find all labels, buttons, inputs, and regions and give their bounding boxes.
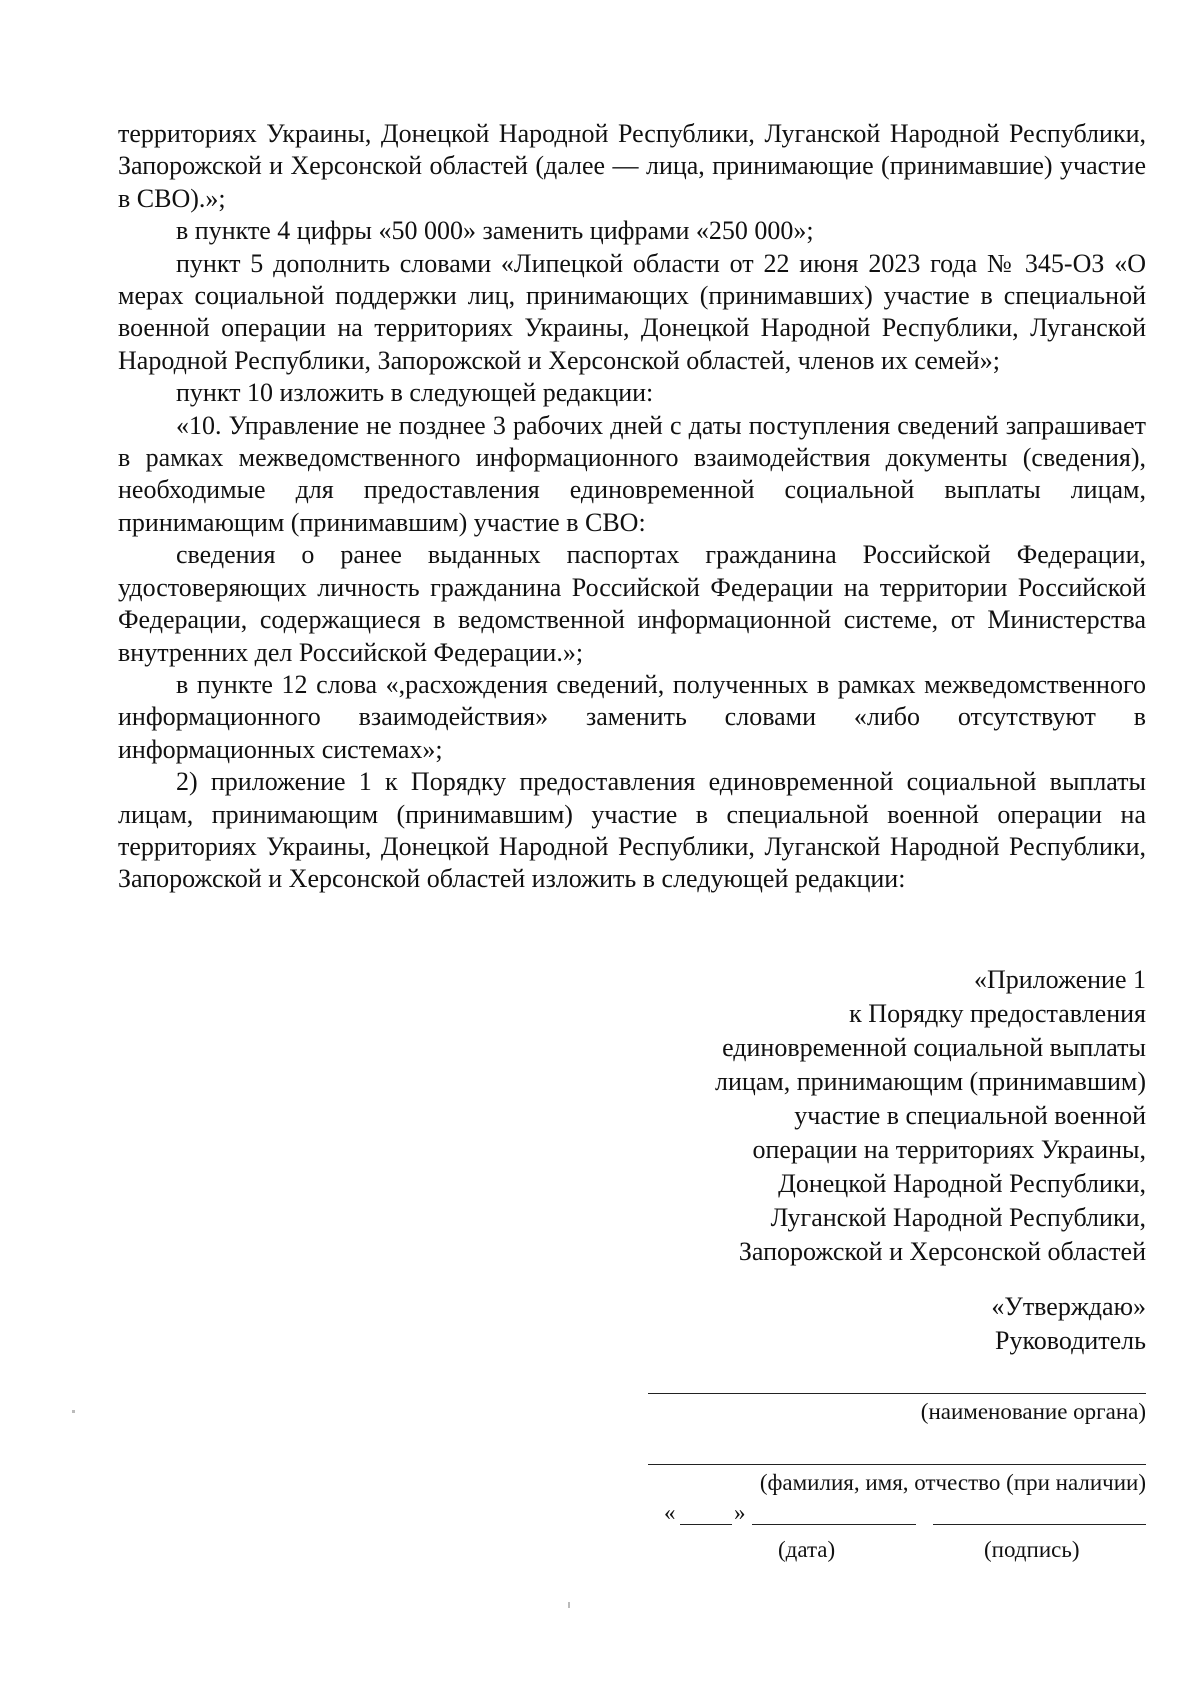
- appendix-line: к Порядку предоставления: [849, 999, 1146, 1028]
- date-line: [752, 1524, 916, 1525]
- paragraph-6: сведения о ранее выданных паспортах гражданина Российской Федерации, удостоверяющих личность гражданина Российской Федерации на территории Российской Федерации, содержащиеся в ведомственной информационной системе, от Министерства внутренних дел Российской Федерации.»;: [118, 540, 1146, 667]
- scan-speck: [72, 1410, 75, 1413]
- appendix-line: лицам, принимающим (принимавшим): [714, 1067, 1146, 1096]
- paragraph-2: в пункте 4 цифры «50 000» заменить цифрами «250 000»;: [176, 216, 814, 246]
- paragraph-8: 2) приложение 1 к Порядку предоставления единовременной социальной выплаты лицам, принимающим (принимавшим) участие в специальной военной операции на территориях Украины, Донецкой Народной Республики, Луганской Народной Республики, Запорожской и Херсонской областей изложить в следующей редакции:: [118, 767, 1146, 894]
- document-body: [118, 118, 1146, 896]
- paragraph-4: пункт 10 изложить в следующей редакции:: [176, 378, 654, 408]
- full-name-caption: (фамилия, имя, отчество (при наличии): [759, 1470, 1146, 1495]
- appendix-header: [586, 963, 1146, 1269]
- approval-block: [991, 1290, 1146, 1358]
- paragraph-5: «10. Управление не позднее 3 рабочих дней с даты поступления сведений запрашивает в рамках межведомственного информационного взаимодействия документы (сведения), необходимые для предоставления единовременной социальной выплаты лицам, принимающим (принимавшим) участие в СВО:: [118, 410, 1146, 537]
- appendix-line: Луганской Народной Республики,: [770, 1203, 1146, 1232]
- appendix-line: единовременной социальной выплаты: [722, 1033, 1146, 1062]
- head-label: Руководитель: [995, 1326, 1146, 1355]
- org-name-line: [648, 1393, 1146, 1394]
- signature-caption: (подпись): [984, 1537, 1080, 1562]
- scan-speck: [568, 1602, 570, 1608]
- appendix-line: «Приложение 1: [973, 965, 1146, 994]
- paragraph-7: в пункте 12 слова «,расхождения сведений, полученных в рамках межведомственного информационного взаимодействия» заменить словами «либо отсутствуют в информационных системах»;: [118, 669, 1146, 764]
- date-quote-close: »: [734, 1500, 746, 1525]
- full-name-line: [648, 1464, 1146, 1465]
- paragraph-1: территориях Украины, Донецкой Народной Республики, Луганской Народной Республики, Запорожской и Херсонской областей (далее — лица, принимающие (принимавшие) участие в СВО).»;: [118, 119, 1146, 213]
- appendix-line: операции на территориях Украины,: [752, 1135, 1146, 1164]
- date-caption: (дата): [778, 1537, 836, 1562]
- appendix-line: Запорожской и Херсонской областей: [738, 1237, 1146, 1266]
- date-day-line: [680, 1524, 732, 1525]
- org-name-caption: (наименование органа): [920, 1399, 1146, 1424]
- signature-line: [933, 1524, 1146, 1525]
- date-quote-open: «: [664, 1500, 676, 1525]
- appendix-line: участие в специальной военной: [794, 1101, 1146, 1130]
- appendix-line: Донецкой Народной Республики,: [778, 1169, 1146, 1198]
- paragraph-3: пункт 5 дополнить словами «Липецкой области от 22 июня 2023 года № 345-ОЗ «О мерах социальной поддержки лиц, принимающих (принимавших) участие в специальной военной операции на территориях Украины, Донецкой Народной Республики, Луганской Народной Республики, Запорожской и Херсонской областей, членов их семей»;: [118, 248, 1146, 375]
- approve-label: «Утверждаю»: [991, 1292, 1146, 1321]
